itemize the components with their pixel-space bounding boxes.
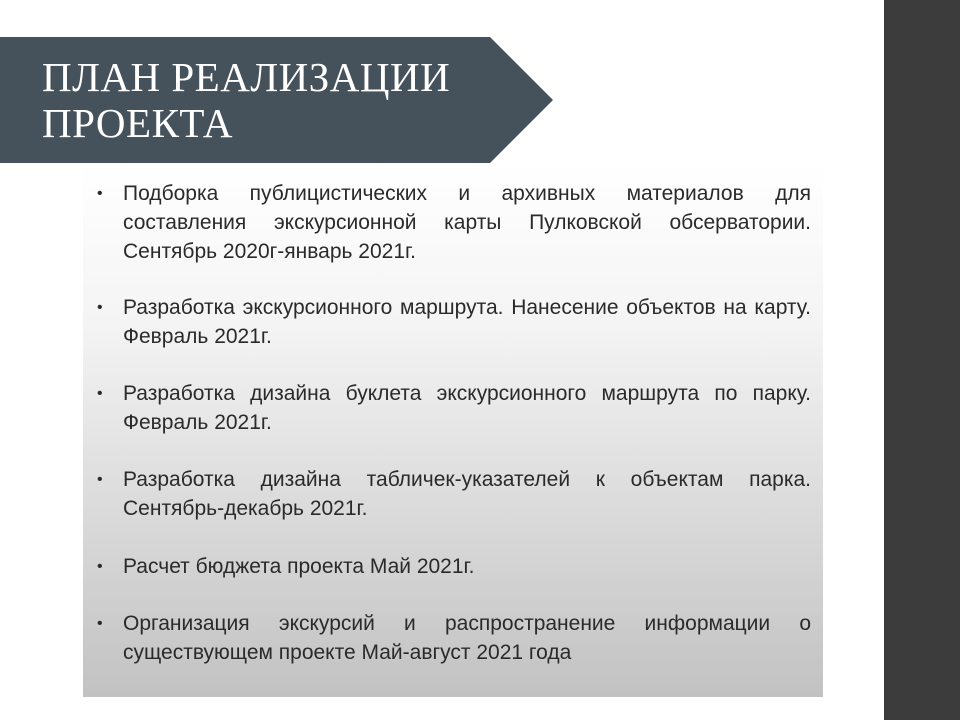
bullet-text: Организация экскурсий и распространение информации о существующем проекте Май-август 2021 года: [123, 612, 811, 664]
bullet-item: [97, 293, 811, 351]
slide-title: ПЛАН РЕАЛИЗАЦИИ ПРОЕКТА: [42, 54, 451, 146]
bullet-text: Разработка дизайна табличек-указателей к объектам парка. Сентябрь-декабрь 2021г.: [123, 468, 811, 520]
bullet-marker: •: [97, 558, 103, 575]
bullet-marker: •: [97, 615, 103, 632]
bullet-marker: •: [97, 385, 103, 402]
bullet-item: [97, 465, 811, 523]
bullet-marker: •: [97, 185, 103, 202]
right-side-bar: [884, 0, 960, 720]
bullet-text: Расчет бюджета проекта Май 2021г.: [123, 555, 475, 578]
bullet-item: [97, 179, 811, 266]
bullet-item: [97, 609, 811, 667]
bullet-text: Подборка публицистических и архивных материалов для составления экскурсионной карты Пулковской обсерватории. Сентябрь 2020г-январь 2021г.: [123, 182, 811, 263]
bullet-marker: •: [97, 471, 103, 488]
bullet-item: [97, 552, 811, 581]
bullet-item: [97, 379, 811, 437]
bullet-marker: •: [97, 299, 103, 316]
bullet-text: Разработка дизайна буклета экскурсионного маршрута по парку. Февраль 2021г.: [123, 382, 811, 434]
bullet-text: Разработка экскурсионного маршрута. Нанесение объектов на карту. Февраль 2021г.: [123, 296, 811, 348]
content-box: [83, 163, 823, 697]
